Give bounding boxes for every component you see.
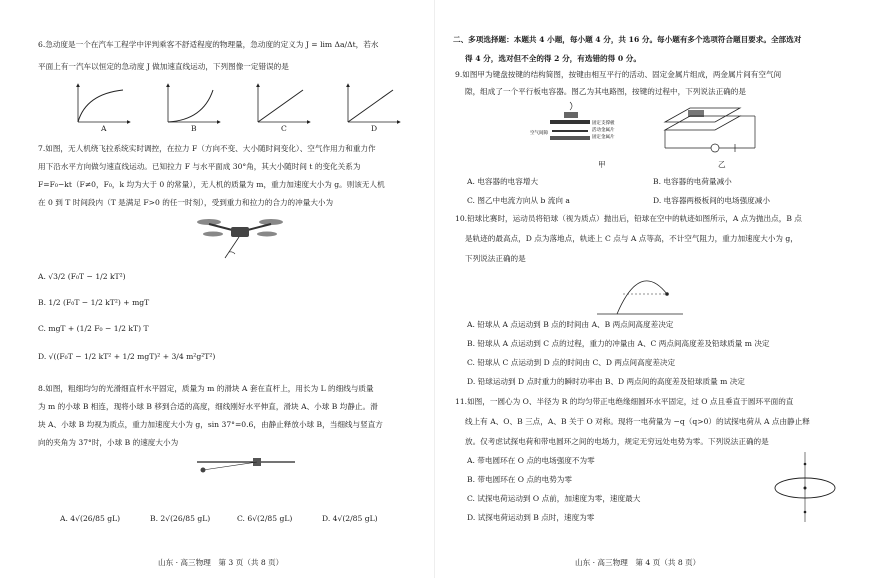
q11-option-b: B. 带电圆环在 O 点的电势为零: [467, 475, 572, 484]
q10-option-a: A. 铅球从 A 点运动到 B 点的时间由 A、B 两点间高度差决定: [467, 320, 674, 329]
q11-stem-line3: 放。仅考虑试探电荷和带电圆环之间的电场力，规定无穷远处电势为零。下列说法正确的是: [465, 437, 769, 446]
q9-option-d: D. 电容器两极板间的电场强度减小: [653, 196, 770, 205]
q10-option-c: C. 铅球从 C 点运动到 D 点的时间由 C、D 两点间高度差决定: [467, 358, 676, 367]
q7-stem-line4: 在 0 到 T 时间段内（T 是满足 F>0 的任一时刻），受到重力和拉力的合力的冲量大小为: [38, 198, 334, 207]
q9-stem-line1: 9.如图甲为键盘按键的结构简图，按键由相互平行的活动、固定金属片组成，两金属片间有空气间: [455, 70, 782, 79]
q8-stem-line1: 8.如图，粗细均匀的光滑细直杆水平固定，质量为 m 的滑块 A 套在直杆上，用长为 L 的细线与质量: [38, 384, 374, 393]
page-footer: 山东 · 高三物理 第 4 页（共 8 页）: [575, 558, 701, 567]
page-4: [435, 0, 870, 578]
q8-option-c: C. 6√(2/85 gL): [237, 514, 293, 523]
q7-stem-line3: F=F₀−kt（F≠0，F₀，k 均为大于 0 的常量），无人机的质量为 m，重力加速度大小为 g。则该无人机: [38, 180, 385, 189]
q11-option-d: D. 试探电荷运动到 B 点时，速度为零: [467, 513, 595, 522]
capacitor-figures: [530, 100, 760, 162]
q8-option-a: A. 4√(26/85 gL): [60, 514, 121, 523]
label-fixed-plate: 固定金属片: [592, 135, 615, 140]
q6-option-b: B: [191, 124, 197, 133]
q10-stem-line1: 10.铅球比赛时，运动员将铅球（视为质点）抛出后，铅球在空中的轨迹如图所示，A 点为抛出点，B 点: [455, 214, 802, 223]
q10-stem-line3: 下列说法正确的是: [465, 254, 526, 263]
section-header-line1: 二、多项选择题：本题共 4 小题，每小题 4 分，共 16 分。每小题有多个选项符合题目要求。全部选对: [453, 35, 802, 44]
q8-option-b: B. 2√(26/85 gL): [150, 514, 211, 523]
label-movable-plate: 活动金属片: [592, 128, 615, 133]
figure-yi: [665, 108, 755, 152]
q8-stem-line4: 向的夹角为 37°时，小球 B 的速度大小为: [38, 438, 179, 447]
q6-stem-line1: 6.急动度是一个在汽车工程学中评判乘客不舒适程度的物理量，急动度的定义为 J = lim Δa/Δt，若水: [38, 40, 379, 49]
q6-graph-d: [348, 84, 400, 122]
q6-graph-c: [258, 84, 310, 122]
q6-option-c: C: [281, 124, 287, 133]
q11-stem-line1: 11.如图，一圆心为 O、半径为 R 的均匀带正电绝缘细圆环水平固定，过 O 点且垂直于圆环平面的直: [455, 397, 794, 406]
q9-option-b: B. 电容器的电荷量减小: [653, 177, 732, 186]
q6-option-a: A: [101, 124, 107, 133]
q8-option-d: D. 4√(2/85 gL): [322, 514, 378, 523]
q11-option-a: A. 带电圆环在 O 点的电场强度不为零: [467, 456, 595, 465]
figure-label-jia: 甲: [598, 160, 606, 169]
q7-option-c: C. mgT + (1/2 F₀ − 1/2 kT) T: [38, 324, 149, 333]
q6-option-d: D: [371, 124, 378, 133]
q9-option-a: A. 电容器的电容增大: [467, 177, 539, 186]
label-air-gap: 空气间隙: [530, 131, 548, 136]
figure-label-yi: 乙: [718, 160, 726, 169]
rod-figure: [195, 452, 300, 480]
q7-stem-line1: 7.如图，无人机绕飞拉系统实时调控，在拉力 F（方向不变、大小随时间变化）、空气作用力和重力作: [38, 144, 376, 153]
q10-option-d: D. 铅球运动到 D 点时重力的瞬时功率由 B、D 两点间的高度差及铅球质量 m 决定: [467, 377, 745, 386]
q7-option-b: B. 1/2 (F₀T − 1/2 kT²) + mgT: [38, 298, 150, 307]
figure-jia: [530, 102, 615, 140]
section-header-line2: 得 4 分，选对但不全的得 2 分，有选错的得 0 分。: [465, 54, 641, 63]
q8-stem-line2: 为 m 的小球 B 相连，现将小球 B 移到合适的高度，细线刚好水平伸直，滑块 A、小球 B 均静止。滑: [38, 402, 378, 411]
q7-option-d: D. √((F₀T − 1/2 kT² + 1/2 mgT)² + 3/4 m²g²T²): [38, 352, 216, 361]
label-fixed-support: 固定支撑板: [592, 121, 615, 126]
q6-graph-a: [78, 84, 130, 122]
q6-stem-line2: 平面上有一汽车以恒定的急动度 J 做加速直线运动，下列图像一定错误的是: [38, 62, 289, 71]
page-footer: 山东 · 高三物理 第 3 页（共 8 页）: [158, 558, 284, 567]
q6-graphs: [68, 80, 408, 132]
q11-stem-line2: 线上有 A、O、B 三点，A、B 关于 O 对称。现将一电荷量为 −q（q>0）的试探电荷从 A 点由静止释: [465, 417, 810, 426]
q9-option-c: C. 图乙中电流方向从 b 流向 a: [467, 196, 570, 205]
q7-stem-line2: 用下沿水平方向做匀速直线运动。已知拉力 F 与水平面成 30°角，其大小随时间 t 的变化关系为: [38, 162, 361, 171]
q7-option-a: A. √3/2 (F₀T − 1/2 kT²): [38, 272, 126, 281]
q11-option-c: C. 试探电荷运动到 O 点前，加速度为零，速度最大: [467, 494, 641, 503]
trajectory-figure: [595, 268, 685, 318]
q10-option-b: B. 铅球从 A 点运动到 C 点的过程，重力的冲量由 A、C 两点间高度差及铅球质量 m 决定: [467, 339, 770, 348]
ring-figure: [770, 450, 840, 525]
q10-stem-line2: 是轨迹的最高点，D 点为落地点，轨迹上 C 点与 A 点等高，不计空气阻力，重力加速度大小为 g，: [465, 234, 798, 243]
q8-stem-line3: 块 A、小球 B 均视为质点，重力加速度大小为 g，sin 37°=0.6，由静止释放小球 B，当细线与竖直方: [38, 420, 383, 429]
q6-graph-b: [168, 84, 220, 122]
q9-stem-line2: 隙，组成了一个平行板电容器。图乙为其电路图，按键的过程中，下列说法正确的是: [465, 87, 746, 96]
drone-figure: [195, 212, 285, 264]
